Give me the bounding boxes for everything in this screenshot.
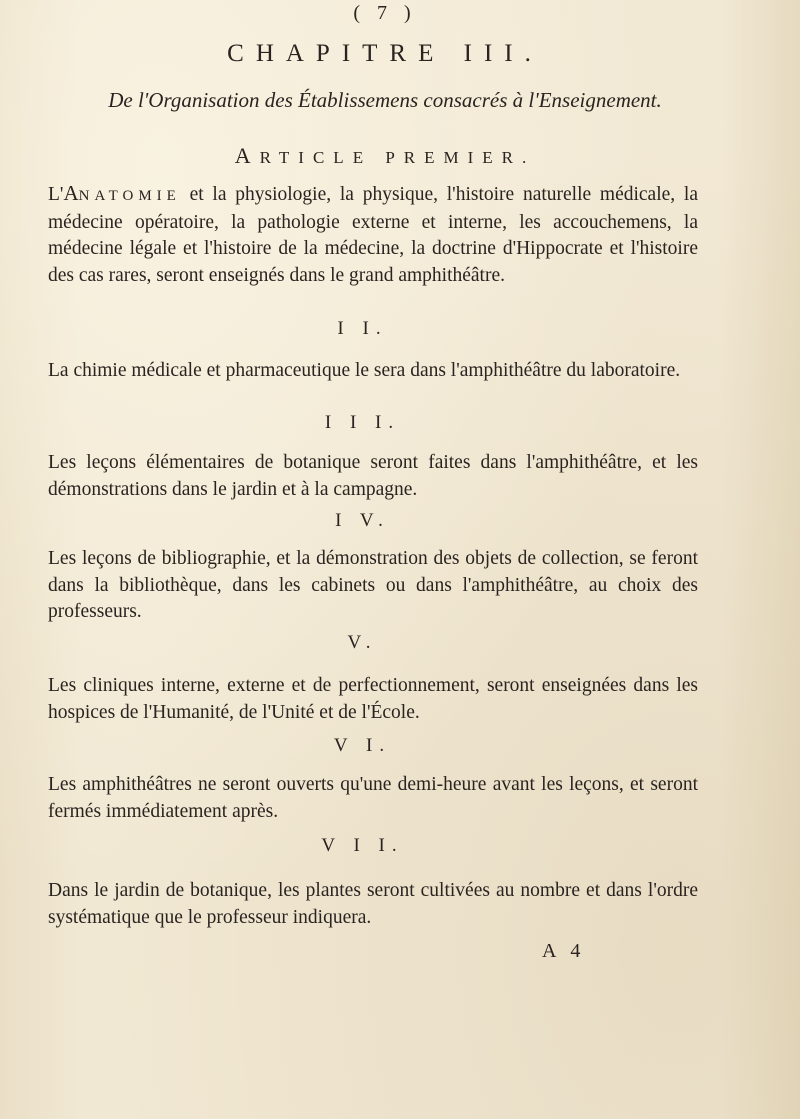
- article-heading-initial: A: [234, 143, 260, 168]
- signature-mark: A 4: [542, 940, 586, 962]
- article-4-text: Les leçons de bibliographie, et la démonstration des objets de collection, se feront dans la bibliothèque, dans les cabinets ou dans l'amphithéâtre, au choix des professeurs.: [48, 548, 698, 622]
- article-1-lead-small: NATOMIE: [78, 188, 181, 204]
- article-3-text: Les leçons élémentaires de botanique seront faites dans l'amphithéâtre, et les démonstrations dans le jardin et à la campagne.: [48, 452, 698, 500]
- article-5-text: Les cliniques interne, externe et de perfectionnement, seront enseignées dans les hospices de l'Humanité, de l'Unité et de l'École.: [48, 675, 698, 723]
- article-6-number: V I.: [333, 735, 392, 756]
- article-7-text: Dans le jardin de botanique, les plantes seront cultivées au nombre et dans l'ordre systématique que le professeur indiquera.: [48, 880, 698, 928]
- chapter-title: CHAPITRE III.: [227, 40, 543, 67]
- article-1-lead-cap: A: [63, 181, 79, 205]
- article-1-lead-apostrophe: L': [48, 184, 64, 205]
- article-3-number: I I I.: [324, 412, 401, 433]
- article-heading: [0, 143, 770, 169]
- article-5-number: V.: [347, 632, 378, 653]
- article-4-number: I V.: [335, 510, 390, 531]
- article-1-body: et la physiologie, la physique, l'histoire naturelle médicale, la médecine opératoire, la pathologie externe et interne, les accouchemens, la médecine légale et l'histoire de la médecine, la doctrine d'Hippocrate et l'histoire des cas rares, seront enseignés dans le grand amphithéâtre.: [48, 184, 698, 286]
- chapter-subtitle: De l'Organisation des Établissemens consacrés à l'Enseignement.: [108, 88, 662, 112]
- article-heading-rest: RTICLE PREMIER.: [259, 148, 536, 167]
- article-1-lead: [63, 181, 181, 205]
- article-2-number: I I.: [337, 318, 388, 339]
- article-1-text: [48, 180, 698, 289]
- article-2-text: La chimie médicale et pharmaceutique le sera dans l'amphithéâtre du laboratoire.: [48, 360, 681, 381]
- article-6-text: Les amphithéâtres ne seront ouverts qu'une demi-heure avant les leçons, et seront fermés immédiatement après.: [48, 774, 698, 822]
- page-number: ( 7 ): [353, 2, 417, 24]
- article-7-number: V I I.: [321, 835, 404, 856]
